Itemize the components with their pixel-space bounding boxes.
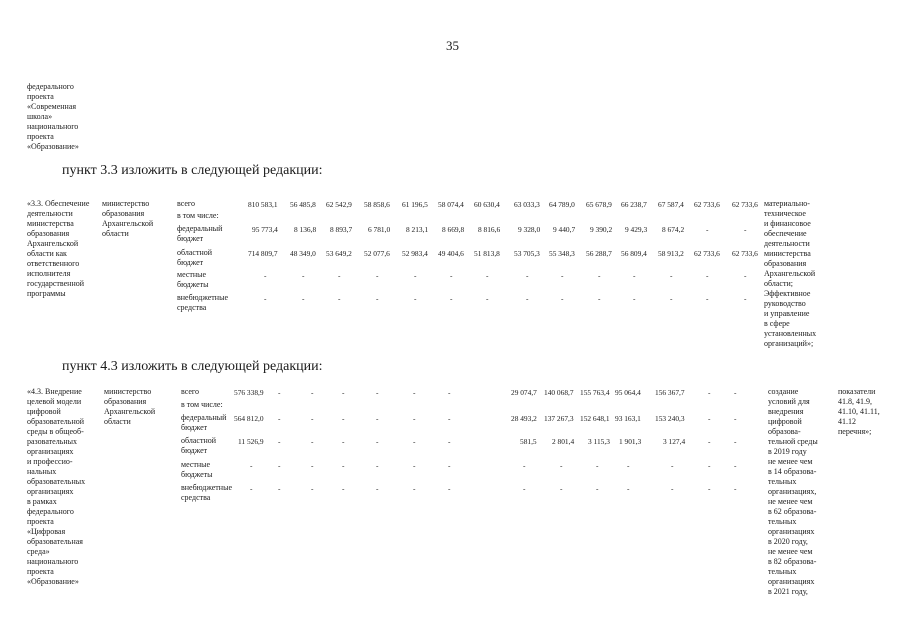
table1-row-label: областной бюджет	[177, 248, 213, 267]
table1-value-cell: 66 238,7	[621, 200, 647, 209]
table1-value-cell: 48 349,0	[290, 249, 316, 258]
table2-value-cell: -	[311, 437, 314, 446]
table1-value-cell: 9 390,2	[590, 225, 613, 234]
table2-value-cell: 155 763,4	[580, 388, 610, 397]
table1-value-cell: -	[526, 294, 529, 303]
table1-value-cell: 8 669,8	[442, 225, 465, 234]
table2-value-cell: -	[413, 484, 416, 493]
table2-value-cell: -	[708, 437, 711, 446]
table1-value-cell: -	[744, 271, 747, 280]
table2-value-cell: -	[708, 484, 711, 493]
table2-value-cell: 1 901,3	[619, 437, 642, 446]
table1-value-cell: -	[744, 294, 747, 303]
table2-row-label: федеральный бюджет	[181, 413, 227, 432]
table2-value-cell: -	[523, 484, 526, 493]
table2-value-cell: -	[448, 414, 451, 423]
table1-value-cell: 8 893,7	[330, 225, 353, 234]
table1-value-cell: 60 630,4	[474, 200, 500, 209]
table1-value-cell: -	[633, 271, 636, 280]
table2-value-cell: -	[448, 437, 451, 446]
table2-row-label: в том числе:	[181, 400, 223, 409]
table1-row-label: в том числе:	[177, 211, 219, 220]
table2-value-cell: 153 240,3	[655, 414, 685, 423]
table1-value-cell: 58 858,6	[364, 200, 390, 209]
table1-value-cell: 810 583,1	[248, 200, 278, 209]
table2-value-cell: -	[413, 461, 416, 470]
table2-indicators: показатели 41.8, 41.9, 41.10, 41.11, 41.12 перечня»;	[838, 387, 880, 436]
table1-executor: министерство образования Архангельской области	[102, 199, 154, 238]
table1-value-cell: -	[414, 294, 417, 303]
table2-value-cell: -	[708, 461, 711, 470]
table2-value-cell: -	[671, 484, 674, 493]
table2-value-cell: -	[627, 461, 630, 470]
table2-value-cell: -	[278, 388, 281, 397]
table1-value-cell: -	[338, 294, 341, 303]
table1-value-cell: 8 213,1	[406, 225, 429, 234]
table2-value-cell: -	[311, 388, 314, 397]
table1-row-label: федеральный бюджет	[177, 224, 223, 243]
table2-value-cell: -	[734, 414, 737, 423]
table1-value-cell: 65 678,9	[586, 200, 612, 209]
table1-value-cell: -	[376, 271, 379, 280]
table1-value-cell: -	[264, 294, 267, 303]
table1-row-label: всего	[177, 199, 196, 208]
table1-value-cell: 62 733,6	[732, 249, 758, 258]
table1-value-cell: 9 440,7	[553, 225, 576, 234]
table2-value-cell: 137 267,3	[544, 414, 574, 423]
table2-value-cell: -	[413, 388, 416, 397]
table1-value-cell: 9 429,3	[625, 225, 648, 234]
table2-value-cell: 11 526,9	[238, 437, 264, 446]
table2-value-cell: -	[342, 484, 345, 493]
table1-value-cell: 63 033,3	[514, 200, 540, 209]
table2-value-cell: -	[734, 437, 737, 446]
table2-value-cell: 93 163,1	[615, 414, 641, 423]
table1-value-cell: 49 404,6	[438, 249, 464, 258]
table2-activity: «4.3. Внедрение целевой модели цифровой образовательной среды в общеоб- разовательных организациях и профессио- нальных образовательных организациях в рамках федерального проекта «Цифровая образовательная среда» национального проекта «Образование»	[27, 387, 86, 586]
table1-value-cell: -	[450, 294, 453, 303]
table2-value-cell: -	[560, 484, 563, 493]
table2-value-cell: -	[413, 414, 416, 423]
table2-value-cell: 152 648,1	[580, 414, 610, 423]
table1-value-cell: 9 328,0	[518, 225, 541, 234]
table2-value-cell: 28 493,2	[511, 414, 537, 423]
table2-value-cell: 2 801,4	[552, 437, 575, 446]
table1-value-cell: 51 813,8	[474, 249, 500, 258]
table2-value-cell: -	[627, 484, 630, 493]
table2-value-cell: 95 064,4	[615, 388, 641, 397]
table1-value-cell: 52 983,4	[402, 249, 428, 258]
table1-value-cell: 714 809,7	[248, 249, 278, 258]
table2-value-cell: 3 115,3	[588, 437, 610, 446]
table2-row-label: местные бюджеты	[181, 460, 213, 479]
table1-value-cell: -	[376, 294, 379, 303]
table2-value-cell: -	[734, 484, 737, 493]
table2-value-cell: -	[448, 388, 451, 397]
table2-row-label: областной бюджет	[181, 436, 217, 455]
table2-value-cell: -	[448, 484, 451, 493]
table1-row-label: внебюджетные средства	[177, 293, 228, 312]
table2-result: создание условий для внедрения цифровой образова- тельной среды в 2019 году не менее чем в 14 образова- тельных организациях, не менее чем в 62 образова- тельных организациях в 2020 году, не менее чем в 82 образова- тельных организациях в 2021 году,	[768, 387, 818, 596]
table1-value-cell: 58 913,2	[658, 249, 684, 258]
page-number: 35	[446, 38, 459, 53]
table1-value-cell: 67 587,4	[658, 200, 684, 209]
table1-value-cell: -	[264, 271, 267, 280]
table2-value-cell: -	[311, 414, 314, 423]
table1-value-cell: 52 077,6	[364, 249, 390, 258]
table1-value-cell: -	[486, 294, 489, 303]
table2-value-cell: -	[560, 461, 563, 470]
table1-value-cell: -	[338, 271, 341, 280]
table2-value-cell: -	[523, 461, 526, 470]
table2-executor: министерство образования Архангельской области	[104, 387, 156, 426]
table2-value-cell: -	[734, 461, 737, 470]
heading-4-3: пункт 4.3 изложить в следующей редакции:	[62, 359, 323, 374]
table2-value-cell: -	[376, 388, 379, 397]
table1-value-cell: 56 809,4	[621, 249, 647, 258]
table1-value-cell: 62 542,9	[326, 200, 352, 209]
table2-value-cell: -	[278, 414, 281, 423]
table1-activity: «3.3. Обеспечение деятельности министерства образования Архангельской области как ответственного исполнителя государственной программы	[27, 199, 90, 298]
table1-value-cell: 6 781,0	[368, 225, 391, 234]
table2-value-cell: -	[376, 437, 379, 446]
table2-value-cell: 581,5	[520, 437, 537, 446]
table1-value-cell: 61 196,5	[402, 200, 428, 209]
table2-value-cell: 576 338,9	[234, 388, 264, 397]
table1-value-cell: -	[706, 294, 709, 303]
table1-value-cell: 8 816,6	[478, 225, 501, 234]
table2-value-cell: -	[413, 437, 416, 446]
table1-value-cell: 62 733,6	[694, 249, 720, 258]
fragment-text: федерального проекта «Современная школа» национального проекта «Образование»	[27, 82, 79, 151]
table2-value-cell: -	[708, 388, 711, 397]
table1-value-cell: 62 733,6	[694, 200, 720, 209]
table1-value-cell: 62 733,6	[732, 200, 758, 209]
table2-value-cell: -	[596, 461, 599, 470]
table2-value-cell: -	[278, 484, 281, 493]
table2-value-cell: -	[376, 414, 379, 423]
table1-value-cell: -	[706, 271, 709, 280]
table1-value-cell: -	[561, 271, 564, 280]
table2-value-cell: -	[342, 414, 345, 423]
table2-value-cell: -	[734, 388, 737, 397]
table2-value-cell: 156 367,7	[655, 388, 685, 397]
table2-value-cell: -	[342, 437, 345, 446]
table2-value-cell: -	[250, 484, 253, 493]
table1-value-cell: 64 789,0	[549, 200, 575, 209]
table2-value-cell: -	[671, 461, 674, 470]
heading-3-3: пункт 3.3 изложить в следующей редакции:	[62, 163, 323, 178]
table1-value-cell: 8 136,8	[294, 225, 317, 234]
table2-value-cell: -	[376, 484, 379, 493]
table1-value-cell: -	[526, 271, 529, 280]
table1-value-cell: 58 074,4	[438, 200, 464, 209]
table1-value-cell: -	[670, 271, 673, 280]
table1-value-cell: -	[486, 271, 489, 280]
table1-row-label: местные бюджеты	[177, 270, 209, 289]
table2-value-cell: -	[342, 388, 345, 397]
table1-result: материально- техническое и финансовое обеспечение деятельности министерства образования Архангельской области; Эффективное руководство и управление в сфере установленных организаций»;	[764, 199, 817, 348]
table1-value-cell: -	[450, 271, 453, 280]
table1-value-cell: -	[598, 271, 601, 280]
table2-row-label: внебюджетные средства	[181, 483, 232, 502]
table2-value-cell: 3 127,4	[663, 437, 686, 446]
table1-value-cell: 56 485,8	[290, 200, 316, 209]
table2-value-cell: 29 074,7	[511, 388, 537, 397]
table1-value-cell: 56 288,7	[586, 249, 612, 258]
table1-value-cell: 53 705,3	[514, 249, 540, 258]
table1-value-cell: -	[744, 225, 747, 234]
table2-value-cell: -	[250, 461, 253, 470]
table1-value-cell: -	[706, 225, 709, 234]
table1-value-cell: 53 649,2	[326, 249, 352, 258]
table1-value-cell: -	[414, 271, 417, 280]
table2-value-cell: -	[376, 461, 379, 470]
table1-value-cell: -	[670, 294, 673, 303]
table1-value-cell: 8 674,2	[662, 225, 685, 234]
table2-value-cell: -	[311, 484, 314, 493]
table2-value-cell: -	[278, 461, 281, 470]
table1-value-cell: -	[302, 271, 305, 280]
table2-value-cell: -	[708, 414, 711, 423]
table1-value-cell: 95 773,4	[252, 225, 278, 234]
table2-row-label: всего	[181, 387, 200, 396]
table2-value-cell: -	[278, 437, 281, 446]
table2-value-cell: -	[311, 461, 314, 470]
table1-value-cell: -	[598, 294, 601, 303]
table2-value-cell: -	[596, 484, 599, 493]
table1-value-cell: -	[561, 294, 564, 303]
table2-value-cell: -	[342, 461, 345, 470]
table1-value-cell: 55 348,3	[549, 249, 575, 258]
table2-value-cell: 140 068,7	[544, 388, 574, 397]
table2-value-cell: -	[448, 461, 451, 470]
table2-value-cell: 564 812,0	[234, 414, 264, 423]
table1-value-cell: -	[302, 294, 305, 303]
table1-value-cell: -	[633, 294, 636, 303]
